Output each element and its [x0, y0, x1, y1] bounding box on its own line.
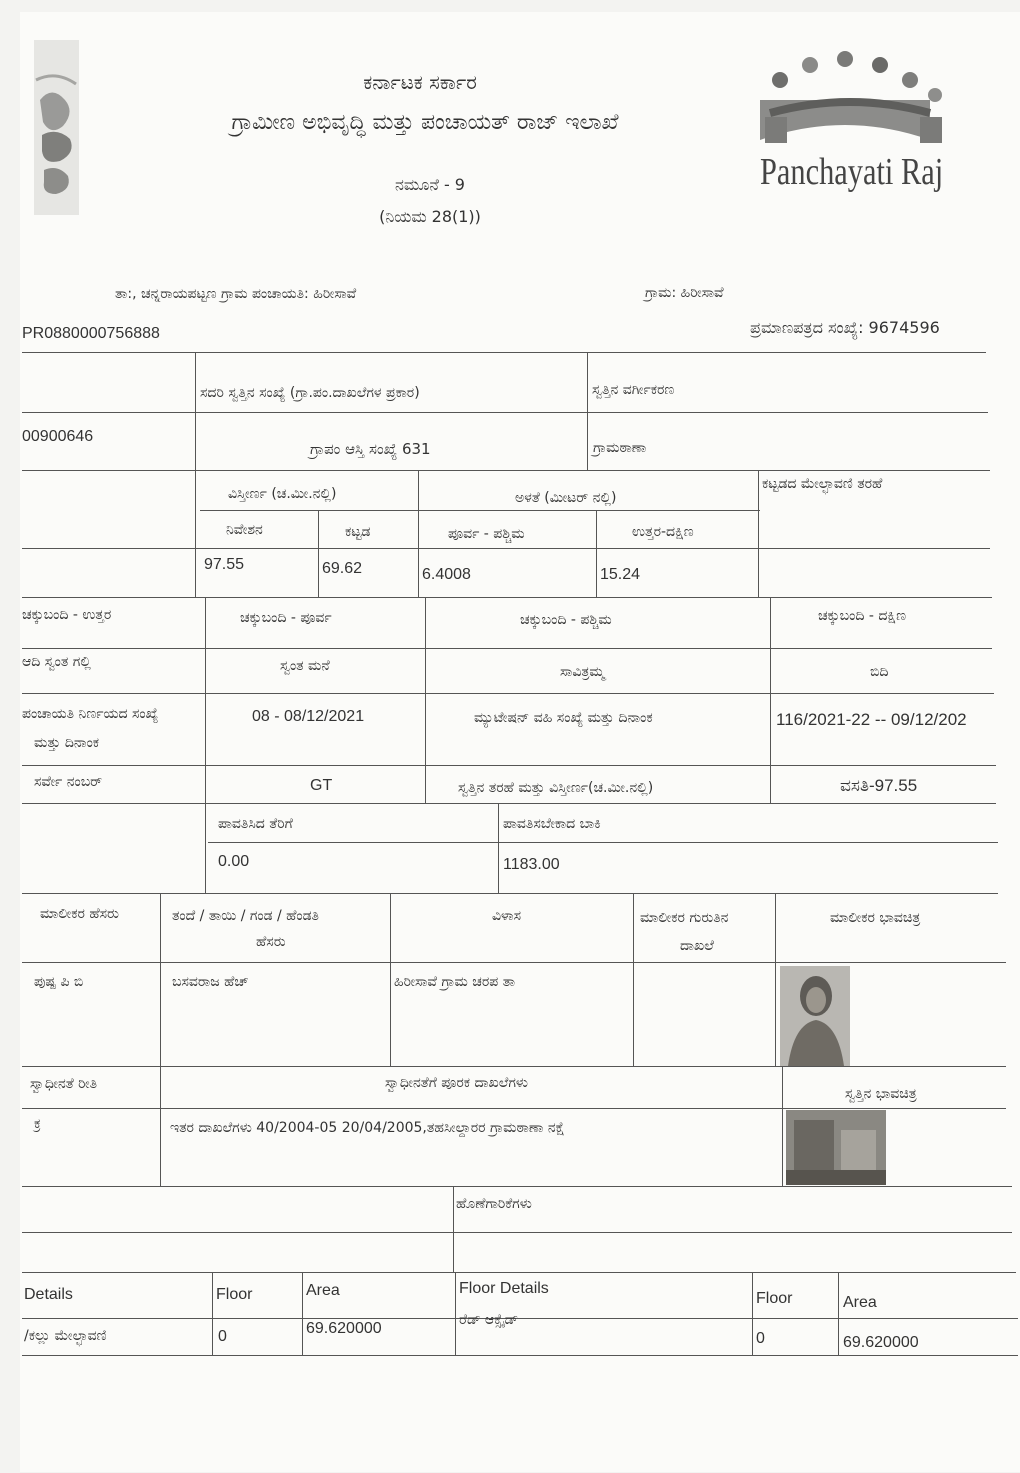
ew-label: ಪೂರ್ವ - ಪಶ್ಚಿಮ	[448, 526, 525, 542]
liabilities-header: ಹೊಣೆಗಾರಿಕೆಗಳು	[456, 1196, 532, 1212]
owner-address: ಹಿರೀಸಾವೆ ಗ್ರಾಮ ಚರಪ ತಾ	[394, 974, 516, 990]
tax-due: 1183.00	[503, 856, 560, 873]
property-photo-header: ಸ್ವತ್ತಿನ ಭಾವಚಿತ್ರ	[845, 1086, 917, 1102]
south-label: ಚಕ್ಕುಬಂದಿ - ದಕ್ಷಿಣ	[818, 608, 907, 624]
resolution-label-2: ಮತ್ತು ದಿನಾಂಕ	[34, 735, 100, 751]
owner-photo-header: ಮಾಲೀಕರ ಭಾವಚಿತ್ರ	[830, 910, 921, 926]
department-title: ಗ್ರಾಮೀಣ ಅಭಿವೃದ್ಧಿ ಮತ್ತು ಪಂಚಾಯತ್ ರಾಜ್ ಇಲಾಖೆ	[231, 110, 619, 135]
property-photo	[786, 1110, 886, 1185]
floor-value: 0	[218, 1328, 227, 1345]
ownership-mode-label: ಸ್ವಾಧೀನತೆ ರೀತಿ	[30, 1076, 98, 1092]
measure-header: ಅಳತೆ (ಮೀಟರ್ ನಲ್ಲಿ)	[515, 490, 617, 506]
ownership-docs-header: ಸ್ವಾಧೀನತೆಗೆ ಪೂರಕ ದಾಖಲೆಗಳು	[385, 1075, 528, 1091]
roof-header: ಕಟ್ಟಡದ ಮೇಲ್ಛಾವಣಿ ತರಹೆ	[762, 476, 883, 492]
property-number-header: ಸದರಿ ಸ್ವತ್ತಿನ ಸಂಖ್ಯೆ (ಗ್ರಾ.ಪಂ.ದಾಖಲೆಗಳ ಪ್ರಕಾರ)	[200, 385, 420, 401]
north-value: ಆದಿ ಸ್ವಂತ ಗಲ್ಲಿ	[22, 654, 91, 670]
survey-value: GT	[310, 777, 333, 794]
east-label: ಚಕ್ಕುಬಂದಿ - ಪೂರ್ವ	[240, 610, 332, 626]
floor-col-details: Details	[24, 1286, 73, 1303]
west-value: ಸಾವಿತ್ರಮ್ಮ	[560, 664, 605, 680]
south-value: ಬಿದಿ	[870, 664, 889, 680]
resolution-label-1: ಪಂಚಾಯತಿ ನಿರ್ಣಯದ ಸಂಖ್ಯೆ	[22, 706, 159, 722]
mutation-value: 116/2021-22 -- 09/12/202	[776, 710, 967, 729]
govt-title: ಕರ್ನಾಟಕ ಸರ್ಕಾರ	[363, 70, 477, 94]
floor-col-floor: Floor	[216, 1286, 253, 1303]
ew-length: 6.4008	[422, 566, 471, 583]
north-label: ಚಕ್ಕುಬಂದಿ - ಉತ್ತರ	[22, 607, 112, 623]
mutation-label: ಮ್ಯುಟೇಷನ್ ವಹಿ ಸಂಖ್ಯೆ ಮತ್ತು ದಿನಾಂಕ	[474, 710, 653, 726]
owner-name-header: ಮಾಲೀಕರ ಹೆಸರು	[40, 906, 119, 922]
property-type-label: ಸ್ವತ್ತಿನ ತರಹೆ ಮತ್ತು ವಿಸ್ತೀರ್ಣ(ಚ.ಮೀ.ನಲ್ಲಿ)	[458, 780, 654, 796]
certificate-number: ಪ್ರಮಾಣಪತ್ರದ ಸಂಖ್ಯೆ: 9674596	[750, 318, 940, 337]
area-value-2: 69.620000	[843, 1334, 919, 1351]
tax-due-label: ಪಾವತಿಸಬೇಕಾದ ಬಾಕಿ	[503, 816, 601, 832]
village-line: ಗ್ರಾಮ: ಹಿರೀಸಾವೆ	[645, 285, 724, 301]
document-sheet	[20, 12, 1020, 1472]
owner-relation: ಬಸವರಾಜ ಹೆಚ್	[172, 974, 249, 990]
survey-label: ಸರ್ವೇ ನಂಬರ್	[34, 774, 103, 790]
east-value: ಸ್ವಂತ ಮನೆ	[280, 658, 330, 674]
area-value: 69.620000	[306, 1320, 382, 1337]
form-number: ನಮೂನೆ - 9	[395, 175, 465, 194]
west-label: ಚಕ್ಕುಬಂದಿ - ಪಶ್ಚಿಮ	[520, 612, 612, 628]
property-number-value: ಗ್ರಾಪಂ ಆಸ್ತಿ ಸಂಖ್ಯೆ 631	[310, 440, 431, 458]
ns-label: ಉತ್ತರ-ದಕ್ಷಿಣ	[632, 524, 694, 540]
resolution-value: 08 - 08/12/2021	[252, 708, 365, 725]
owner-id-header-1: ಮಾಲೀಕರ ಗುರುತಿನ	[640, 910, 729, 926]
ownership-docs-value: ಇತರ ದಾಖಲೆಗಳು 40/2004-05 20/04/2005,ತಹಸೀಲ್ದಾರರ ಗ್ರಾಮಠಾಣಾ ನಕ್ಷೆ	[170, 1120, 565, 1136]
owner-address-header: ವಿಳಾಸ	[492, 908, 522, 924]
tax-paid-label: ಪಾವತಿಸಿದ ತೆರಿಗೆ	[218, 816, 293, 832]
ownership-mode-value: ಕ್ರ	[34, 1116, 41, 1132]
taluk-gp-line: ತಾ:, ಚನ್ನರಾಯಪಟ್ಟಣ ಗ್ರಾಮ ಪಂಚಾಯತಿ: ಹಿರೀಸಾವೆ	[115, 286, 357, 302]
floor-col-floor-2: Floor	[756, 1290, 793, 1307]
site-label: ನಿವೇಶನ	[226, 522, 263, 538]
building-label: ಕಟ್ಟಡ	[345, 524, 371, 540]
building-area: 69.62	[322, 560, 363, 577]
state-emblem-icon	[30, 40, 85, 215]
floor-col-floor-details: Floor Details	[459, 1280, 549, 1297]
ns-length: 15.24	[600, 566, 641, 583]
rule-number: (ನಿಯಮ 28(1))	[379, 207, 481, 226]
tax-paid: 0.00	[218, 853, 250, 870]
property-id: 00900646	[22, 428, 94, 445]
property-type-value: ವಸತಿ-97.55	[840, 776, 918, 795]
pr-number: PR0880000756888	[22, 325, 160, 342]
owner-id-header-2: ದಾಖಲೆ	[680, 938, 714, 954]
floor-col-area-2: Area	[843, 1294, 877, 1311]
property-class-value: ಗ್ರಾಮಠಾಣಾ	[593, 440, 647, 456]
floor-col-area: Area	[306, 1282, 340, 1299]
site-area: 97.55	[204, 556, 245, 573]
owner-relation-header-1: ತಂದೆ / ತಾಯಿ / ಗಂಡ / ಹೆಂಡತಿ	[172, 908, 319, 924]
floor-value-2: 0	[756, 1330, 765, 1347]
floor-row-label: /ಕಲ್ಲು ಮೇಲ್ಛಾವಣಿ	[24, 1328, 107, 1344]
logo-text: Panchayati Raj	[760, 151, 944, 193]
owner-name: ಪುಷ್ಪ ಪಿ ಬಿ	[34, 974, 84, 990]
floor-detail-value: ರೆಡ್ ಆಕ್ಸೈಡ್	[459, 1312, 519, 1328]
property-class-header: ಸ್ವತ್ತಿನ ವರ್ಗೀಕರಣ	[592, 382, 675, 398]
owner-relation-header-2: ಹೆಸರು	[256, 934, 286, 950]
owner-photo	[780, 966, 850, 1066]
area-header: ವಿಸ್ತೀರ್ಣ (ಚ.ಮೀ.ನಲ್ಲಿ)	[228, 486, 337, 502]
